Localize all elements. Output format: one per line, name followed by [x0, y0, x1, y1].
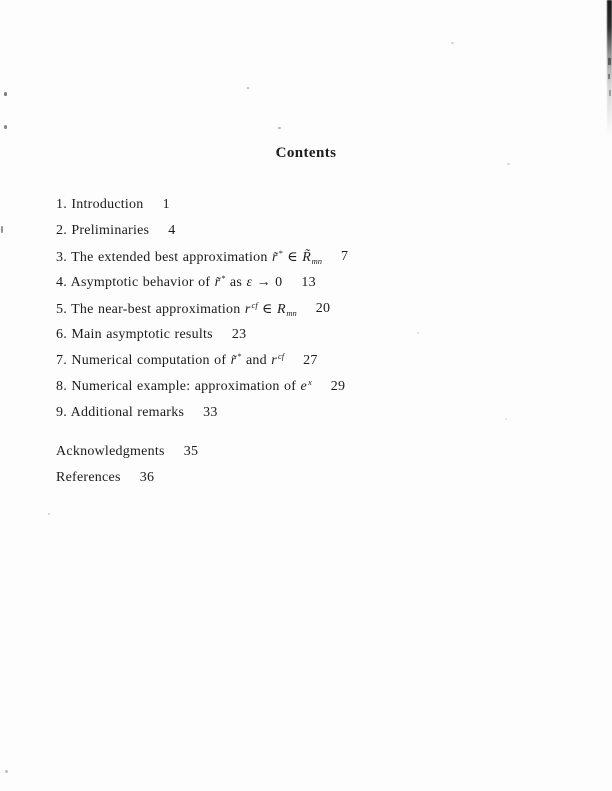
scan-speck [609, 90, 611, 96]
toc-item-label: 1. Introduction [56, 197, 144, 212]
toc-item-page: 29 [330, 379, 346, 394]
toc-item-page: 27 [303, 353, 318, 368]
toc-item-page: 23 [231, 327, 247, 342]
scan-speck [4, 125, 7, 129]
toc-item-label: Acknowledgments [56, 444, 165, 459]
toc-item-numerical-example [56, 374, 582, 400]
toc-item-page: 35 [183, 444, 199, 459]
toc-item-numerical-computation [56, 348, 582, 374]
scan-speck [507, 163, 510, 165]
toc-item-page: 33 [203, 405, 218, 420]
toc-item-near-best-approximation [56, 296, 582, 322]
toc-item-label: 4. Asymptotic behavior of r̃* as ε → 0 [56, 273, 283, 290]
toc-item-introduction [56, 192, 582, 218]
toc-item-label: 9. Additional remarks [56, 405, 185, 420]
toc-item-main-asymptotic-results [56, 322, 582, 348]
toc-item-page: 20 [315, 301, 331, 316]
toc-item-page: 36 [139, 470, 155, 485]
toc-item-page: 4 [168, 223, 176, 238]
toc-item-extended-best-approximation [56, 244, 582, 270]
toc-item-page: 7 [340, 249, 349, 264]
toc-item-page: 13 [301, 275, 316, 290]
scan-speck [247, 87, 249, 89]
table-of-contents [56, 192, 582, 491]
toc-item-acknowledgments [56, 439, 582, 465]
toc-item-page: 1 [162, 197, 170, 212]
toc-item-label: 8. Numerical example: approximation of $e^x$ [56, 377, 312, 394]
scan-speck [278, 127, 281, 129]
scan-edge-streak [607, 0, 612, 135]
scan-speck [5, 770, 8, 773]
scan-speck [608, 74, 610, 79]
scan-speck [4, 92, 7, 96]
toc-item-label: 6. Main asymptotic results [56, 327, 213, 342]
toc-item-asymptotic-behavior [56, 270, 582, 296]
toc-item-additional-remarks [56, 400, 582, 426]
toc-item-label: 5. The near-best approximation $r^{cf}$ ∈ $R_{mn}$ [56, 299, 297, 318]
scan-speck [451, 42, 454, 44]
toc-item-label: 7. Numerical computation of r̃* and $r^{cf}$ [56, 351, 285, 368]
scan-speck [48, 513, 50, 515]
toc-item-references [56, 465, 582, 491]
scan-speck [505, 418, 507, 420]
toc-item-label: References [56, 470, 121, 485]
scan-speck [608, 58, 611, 65]
page-title: Contents [275, 145, 337, 161]
toc-item-label: 2. Preliminaries [56, 223, 150, 238]
scan-speck [1, 226, 3, 233]
toc-item-label: 3. The extended best approximation r̃* ∈ $R̃_{mn}$ [56, 247, 322, 266]
toc-item-preliminaries [56, 218, 582, 244]
scan-speck [417, 332, 419, 334]
